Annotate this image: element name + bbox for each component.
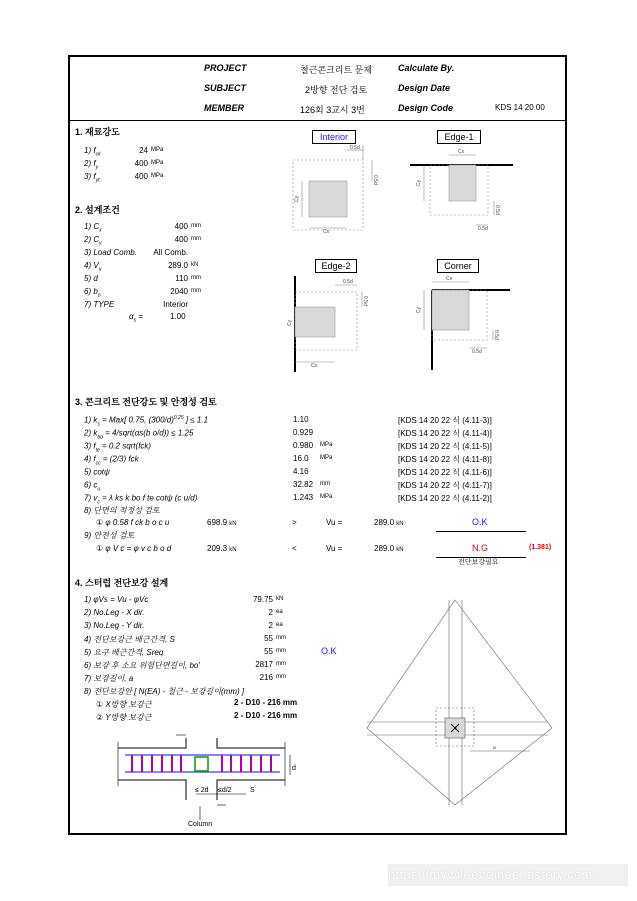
sketch-2d-text: ≤ 2d bbox=[195, 787, 209, 794]
s2-label-text: 2) C bbox=[84, 235, 100, 244]
sketch-s-text: S bbox=[250, 787, 255, 794]
s3-label: 6) c bbox=[84, 480, 98, 490]
interior-label: Interior bbox=[312, 130, 356, 144]
check8-vu-label: Vu = bbox=[326, 518, 343, 527]
date-label: Design Date bbox=[398, 83, 451, 93]
s3-tail: s k bo f te cotψ (c u/d) bbox=[119, 493, 198, 503]
alpha-label: $\alpha_s$ = bbox=[129, 312, 143, 324]
s3-value: 1.243 bbox=[293, 493, 314, 502]
s3-rest: = λ k bbox=[99, 493, 120, 503]
s4-unit: kN bbox=[276, 596, 284, 602]
s4-label: 1) φVs = Vu - φVc bbox=[84, 595, 149, 604]
watermark: https://mywill-engineer.tistory.com bbox=[388, 864, 628, 886]
s4-unit: mm bbox=[276, 674, 286, 680]
s4-label: 5) 요구 배근간격, Sreq bbox=[84, 648, 164, 657]
s4-label: 3) No.Leg - Y dir. bbox=[84, 621, 145, 630]
s4-label: 6) 보강 후 소요 위험단면길이, bo' bbox=[84, 661, 200, 670]
y-rebar-value: 2 - D10 - 216 mm bbox=[234, 711, 298, 720]
s3-label: 3) f bbox=[84, 441, 96, 451]
s3-rest: = 4/sqrt(α bbox=[102, 428, 140, 438]
code-value: KDS 14 20 00 bbox=[495, 103, 545, 112]
s3-ref: [KDS 14 20 22 식 (4.11-2)] bbox=[398, 494, 492, 503]
s3-sub: bo bbox=[97, 434, 103, 441]
s2-unit: kN bbox=[191, 262, 199, 268]
s3-tail: s(b o/d)) ≤ 1.25 bbox=[139, 428, 194, 438]
s3-value: 0.980 bbox=[293, 441, 314, 450]
s2-unit: mm bbox=[191, 223, 201, 229]
s2-unit: mm bbox=[191, 288, 201, 294]
s4-unit: mm bbox=[276, 661, 286, 667]
s4-value: 79.75 bbox=[252, 595, 273, 604]
s3-unit: mm bbox=[320, 481, 330, 487]
s4-value: 2 bbox=[268, 608, 273, 617]
s1-label-text: 3) f bbox=[84, 172, 96, 181]
s2-label-sub: o bbox=[97, 292, 101, 299]
s2-value: All Comb. bbox=[153, 248, 188, 257]
s2-label-text: 6) b bbox=[84, 287, 98, 296]
interior-half-d-side: 0.5d bbox=[372, 175, 378, 185]
check8-op: > bbox=[292, 518, 297, 527]
s4-label: 7) 보강길이, a bbox=[84, 674, 134, 683]
s2-label-sub: u bbox=[98, 266, 102, 273]
s1-unit: MPa bbox=[151, 160, 164, 166]
s1-label-sub: ck bbox=[95, 151, 101, 158]
subject-value: 2방향 전단 검토 bbox=[305, 85, 368, 95]
interior-half-d-text: 0.5d bbox=[350, 145, 360, 151]
member-value: 126회 3교시 3번 bbox=[300, 105, 365, 115]
item8-title: 8) 전단보강안 [ N(EA) - 철근 - 보강길이(mm) ] bbox=[84, 687, 245, 696]
check9-value: 209.3 kN bbox=[207, 544, 237, 553]
s3-sub: cc bbox=[95, 460, 101, 467]
s3-label: 1) k bbox=[84, 415, 98, 425]
s2-label-sub: y bbox=[99, 240, 102, 247]
s2-label-text: 7) TYPE bbox=[84, 300, 115, 309]
s2-value: 400 bbox=[174, 235, 188, 244]
member-label: MEMBER bbox=[204, 103, 244, 113]
s4-label: 4) 전단보강근 배근간격, S bbox=[84, 635, 175, 644]
s3-sub: te bbox=[95, 447, 100, 454]
edge2-cy-text: Cy bbox=[287, 319, 293, 326]
y-rebar-label: ② Y방향 보강근 bbox=[96, 713, 152, 722]
check8-vu: 289.0 kN bbox=[374, 518, 404, 527]
s3-ref: [KDS 14 20 22 식 (4.11-4)] bbox=[398, 429, 492, 438]
interior-cy-text: Cy bbox=[294, 195, 300, 202]
plan-a-text: a bbox=[493, 745, 496, 751]
code-label: Design Code bbox=[398, 103, 454, 113]
s2-label-text: 1) C bbox=[84, 222, 100, 231]
check9-formula: ① φ V c = φ v c b o d bbox=[96, 544, 172, 553]
s2-label-sub: x bbox=[99, 227, 102, 234]
s2-value: 2040 bbox=[170, 287, 188, 296]
s2-label-text: 4) V bbox=[84, 261, 99, 270]
corner-cy-text: Cy bbox=[416, 306, 422, 313]
s3-unit: MPa bbox=[320, 455, 333, 461]
corner-cx-text: Cx bbox=[446, 276, 453, 282]
edge1-half-d-text: 0.5d bbox=[478, 226, 488, 232]
spacing-check: O.K bbox=[321, 646, 337, 656]
s1-label-text: 1) f bbox=[84, 146, 96, 155]
edge1-half-d-side: 0.5d bbox=[494, 205, 500, 215]
s4-value: 55 bbox=[264, 647, 273, 656]
check9-ratio: (1.381) bbox=[529, 544, 552, 551]
s4-value: 55 bbox=[264, 634, 273, 643]
project-label: PROJECT bbox=[204, 63, 247, 73]
edge1-cy-text: Cy bbox=[416, 179, 422, 186]
s3-value: 32.82 bbox=[293, 480, 314, 489]
s3-value: 4.16 bbox=[293, 467, 309, 476]
s3-ref: [KDS 14 20 22 식 (4.11-5)] bbox=[398, 442, 492, 451]
edge2-label: Edge-2 bbox=[315, 259, 357, 273]
s3-label: 5) cotψ bbox=[84, 467, 110, 477]
s2-unit: mm bbox=[191, 275, 201, 281]
check9-result: N.G bbox=[472, 543, 489, 553]
s3-ref: [KDS 14 20 22 식 (4.11-6)] bbox=[398, 468, 492, 477]
s2-value: Interior bbox=[163, 300, 188, 309]
s3-ref: [KDS 14 20 22 식 (4.11-3)] bbox=[398, 416, 492, 425]
s3-tail: ck bbox=[130, 454, 139, 464]
check8-value: 698.9 kN bbox=[207, 518, 237, 527]
corner-half-d-side: 0.5d bbox=[493, 330, 499, 340]
s4-value: 2 bbox=[268, 621, 273, 630]
s4-value: 2817 bbox=[255, 660, 273, 669]
s3-sub: u bbox=[97, 486, 101, 493]
s3-sub: s bbox=[97, 421, 100, 428]
interior-cx-text: Cx bbox=[323, 229, 330, 235]
x-rebar-value: 2 - D10 - 216 mm bbox=[234, 698, 298, 707]
s1-value: 400 bbox=[134, 172, 148, 181]
s3-unit: MPa bbox=[320, 442, 333, 448]
sketch-d-text: d bbox=[292, 765, 296, 772]
s3-unit: MPa bbox=[320, 494, 333, 500]
s1-value: 400 bbox=[134, 159, 148, 168]
s3-ref: [KDS 14 20 22 식 (4.11-7)] bbox=[398, 481, 492, 490]
s2-unit: mm bbox=[191, 236, 201, 242]
edge2-cx-text: Cx bbox=[311, 363, 318, 369]
s3-tail: ] ≤ 1.1 bbox=[183, 415, 209, 425]
s3-rest: = (2/3) f bbox=[100, 454, 131, 464]
s3-label: 7) v bbox=[84, 493, 98, 503]
s2-value: 400 bbox=[174, 222, 188, 231]
s3-rest: = Max[ 0.75, (300/d) bbox=[99, 415, 174, 425]
s2-value: 110 bbox=[175, 274, 188, 283]
s4-unit: ea bbox=[276, 622, 283, 628]
x-rebar-label: ① X방향 보강근 bbox=[96, 700, 152, 709]
section1-title: 1. 재료강도 bbox=[75, 127, 120, 137]
s2-value: 289.0 bbox=[167, 261, 188, 270]
s4-unit: mm bbox=[276, 648, 286, 654]
s3-value: 1.10 bbox=[293, 415, 309, 424]
s3-rest: = 0.2 sqrt(f bbox=[99, 441, 141, 451]
check8-result: O.K bbox=[472, 517, 488, 527]
s3-tail: ck) bbox=[140, 441, 152, 451]
project-value: 철근콘크리트 문제 bbox=[300, 65, 373, 75]
s1-label-sub: y bbox=[95, 164, 99, 171]
sketch-column-text: Column bbox=[188, 821, 213, 828]
s1-value: 24 bbox=[139, 146, 148, 155]
sketch-dhalf-text: ≤d/2 bbox=[218, 787, 232, 794]
s4-unit: ea bbox=[276, 609, 283, 615]
s3-value: 0.929 bbox=[293, 428, 314, 437]
s2-label-text: 3) Load Comb. bbox=[84, 248, 137, 257]
critical-perimeter-diamond bbox=[367, 600, 552, 805]
edge1-cx-text: Cx bbox=[458, 149, 465, 155]
corner-label: Corner bbox=[437, 259, 479, 273]
check9-vu: 289.0 kN bbox=[374, 544, 404, 553]
s1-unit: MPa bbox=[151, 173, 164, 179]
s3-sub: c bbox=[97, 499, 100, 506]
s4-value: 216 bbox=[259, 673, 273, 682]
s4-unit: mm bbox=[276, 635, 286, 641]
s2-label-text: 5) d bbox=[84, 274, 98, 283]
check9-vu-label: Vu = bbox=[326, 544, 343, 553]
s1-unit: MPa bbox=[151, 147, 164, 153]
corner-half-d-text: 0.5d bbox=[472, 349, 482, 355]
calc-label: Calculate By. bbox=[398, 63, 455, 73]
alpha-value: 1.00 bbox=[170, 312, 186, 321]
section4-title: 4. 스터럽 전단보강 설계 bbox=[75, 578, 169, 588]
check9-op: < bbox=[292, 544, 297, 553]
s3-sup: 0.25 bbox=[173, 415, 184, 421]
check9-title: 9) 안전성 검토 bbox=[84, 531, 135, 540]
s1-label-sub: yt bbox=[95, 177, 100, 184]
s3-label: 2) k bbox=[84, 428, 98, 438]
edge1-label: Edge-1 bbox=[437, 130, 481, 144]
s1-label-text: 2) f bbox=[84, 159, 96, 168]
check9-note: 전단보강필요 bbox=[458, 559, 499, 566]
check8-formula: ① φ 0.58 f ck b o c u bbox=[96, 518, 170, 527]
s3-label: 4) f bbox=[84, 454, 96, 464]
edge2-half-d-text: 0.5d bbox=[343, 279, 353, 285]
section3-title: 3. 콘크리트 전단강도 및 안정성 검토 bbox=[75, 397, 217, 407]
s4-label: 2) No.Leg - X dir. bbox=[84, 608, 145, 617]
check8-title: 8) 단면의 적정성 검토 bbox=[84, 506, 160, 515]
s3-value: 16.0 bbox=[293, 454, 309, 463]
subject-label: SUBJECT bbox=[204, 83, 247, 93]
s3-ref: [KDS 14 20 22 식 (4.11-8)] bbox=[398, 455, 492, 464]
edge2-half-d-side: 0.5d bbox=[362, 296, 368, 306]
section2-title: 2. 설계조건 bbox=[75, 205, 120, 215]
